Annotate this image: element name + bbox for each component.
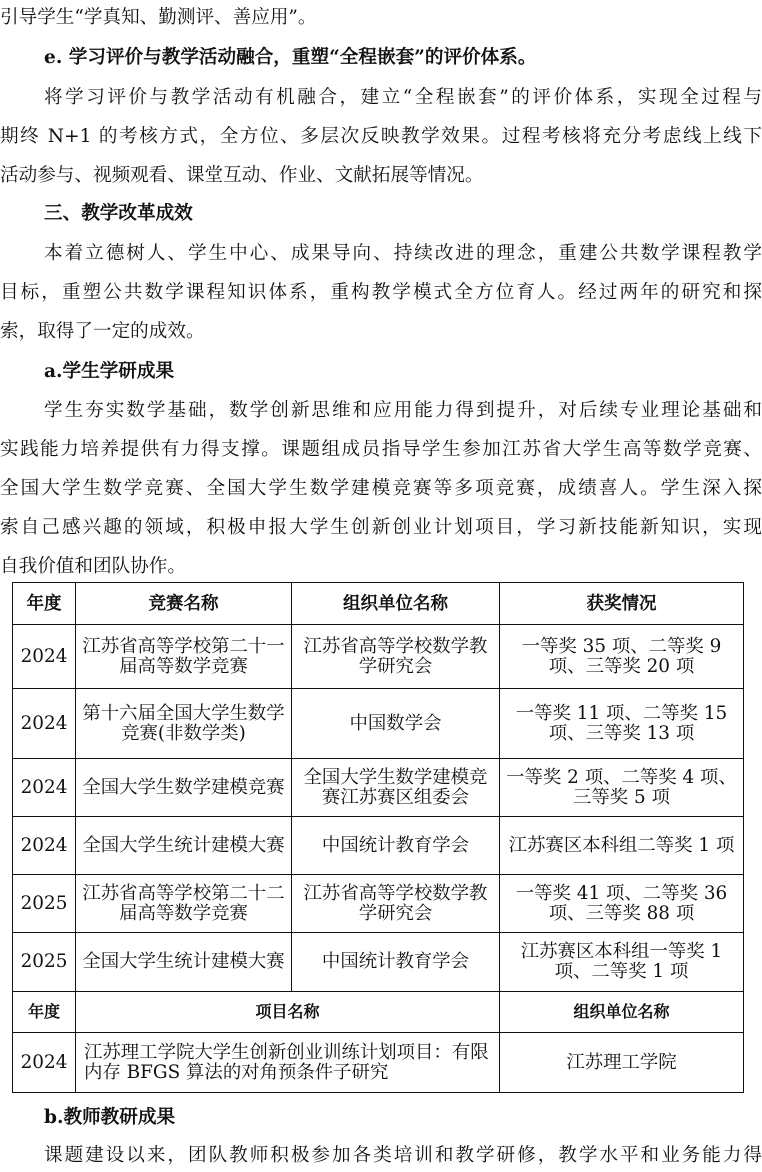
project-row [13, 1033, 744, 1093]
cell-year: 2024 [13, 1033, 76, 1093]
paragraph-line: 引导学生“学真知、勤测评、善应用”。 [0, 7, 317, 28]
paragraph-line: 将学习评价与教学活动有机融合，建立“全程嵌套”的评价体系，实现全过程与 [44, 87, 762, 108]
table-row [13, 759, 744, 817]
cell-award: 一等奖 35 项、二等奖 9 项、三等奖 20 项 [500, 625, 744, 689]
cell-competition: 全国大学生统计建模大赛 [76, 933, 292, 992]
table-row [13, 817, 744, 875]
project-header-name: 项目名称 [76, 992, 500, 1033]
cell-year: 2025 [13, 933, 76, 992]
cell-year: 2024 [13, 759, 76, 817]
table-row [13, 933, 744, 992]
project-header-year: 年度 [13, 992, 76, 1033]
section-a-heading: a.学生学研成果 [44, 361, 175, 382]
paragraph-line: 本着立德树人、学生中心、成果导向、持续改进的理念，重建公共数学课程教学 [44, 243, 762, 264]
section-e-heading: e. 学习评价与教学活动融合，重塑“全程嵌套”的评价体系。 [44, 47, 537, 68]
cell-organizer: 江苏省高等学校数学教学研究会 [292, 625, 500, 689]
cell-year: 2025 [13, 875, 76, 933]
cell-year: 2024 [13, 625, 76, 689]
table-row [13, 625, 744, 689]
cell-award: 一等奖 41 项、二等奖 36 项、三等奖 88 项 [500, 875, 744, 933]
table-row [13, 689, 744, 759]
header-organizer: 组织单位名称 [292, 583, 500, 625]
header-competition: 竞赛名称 [76, 583, 292, 625]
cell-organizer: 江苏理工学院 [500, 1033, 744, 1093]
paragraph-line: 课题建设以来，团队教师积极参加各类培训和教学研修，教学水平和业务能力得 [44, 1145, 762, 1166]
paragraph-line: 全国大学生数学竞赛、全国大学生数学建模竞赛等多项竞赛，成绩喜人。学生深入探 [0, 478, 762, 499]
cell-award: 一等奖 11 项、二等奖 15 项、三等奖 13 项 [500, 689, 744, 759]
project-header-organizer: 组织单位名称 [500, 992, 744, 1033]
table-header-row [13, 583, 744, 625]
paragraph-line: 索，取得了一定的成效。 [0, 321, 205, 342]
paragraph-line: 实践能力培养提供有力得支撑。课题组成员指导学生参加江苏省大学生高等数学竞赛、 [0, 439, 762, 460]
cell-competition: 全国大学生数学建模竞赛 [76, 759, 292, 817]
header-year: 年度 [13, 583, 76, 625]
cell-organizer: 中国统计教育学会 [292, 933, 500, 992]
cell-competition: 江苏省高等学校第二十二届高等数学竞赛 [76, 875, 292, 933]
paragraph-line: 索自己感兴趣的领域，积极申报大学生创新创业计划项目，学习新技能新知识，实现 [0, 517, 762, 538]
results-table [12, 582, 744, 1093]
cell-project: 江苏理工学院大学生创新创业训练计划项目：有限内存 BFGS 算法的对角预条件子研究 [76, 1033, 500, 1093]
project-header-row [13, 992, 744, 1033]
paragraph-line: 学生夯实数学基础，数学创新思维和应用能力得到提升，对后续专业理论基础和 [44, 400, 762, 421]
cell-organizer: 中国统计教育学会 [292, 817, 500, 875]
table-row [13, 875, 744, 933]
section-b-heading: b.教师教研成果 [44, 1107, 176, 1128]
paragraph-line: 自我价值和团队协作。 [0, 556, 186, 577]
cell-award: 一等奖 2 项、二等奖 4 项、三等奖 5 项 [500, 759, 744, 817]
cell-year: 2024 [13, 817, 76, 875]
cell-award: 江苏赛区本科组二等奖 1 项 [500, 817, 744, 875]
cell-award: 江苏赛区本科组一等奖 1 项、二等奖 1 项 [500, 933, 744, 992]
cell-year: 2024 [13, 689, 76, 759]
cell-organizer: 中国数学会 [292, 689, 500, 759]
cell-organizer: 江苏省高等学校数学教学研究会 [292, 875, 500, 933]
paragraph-line: 期终 N+1 的考核方式，全方位、多层次反映教学效果。过程考核将充分考虑线上线下 [0, 126, 762, 147]
cell-competition: 第十六届全国大学生数学竞赛(非数学类) [76, 689, 292, 759]
cell-competition: 江苏省高等学校第二十一届高等数学竞赛 [76, 625, 292, 689]
section-3-heading: 三、教学改革成效 [44, 203, 193, 224]
cell-competition: 全国大学生统计建模大赛 [76, 817, 292, 875]
paragraph-line: 目标，重塑公共数学课程知识体系，重构教学模式全方位育人。经过两年的研究和探 [0, 282, 762, 303]
paragraph-line: 活动参与、视频观看、课堂互动、作业、文献拓展等情况。 [0, 165, 484, 186]
cell-organizer: 全国大学生数学建模竞赛江苏赛区组委会 [292, 759, 500, 817]
header-award: 获奖情况 [500, 583, 744, 625]
